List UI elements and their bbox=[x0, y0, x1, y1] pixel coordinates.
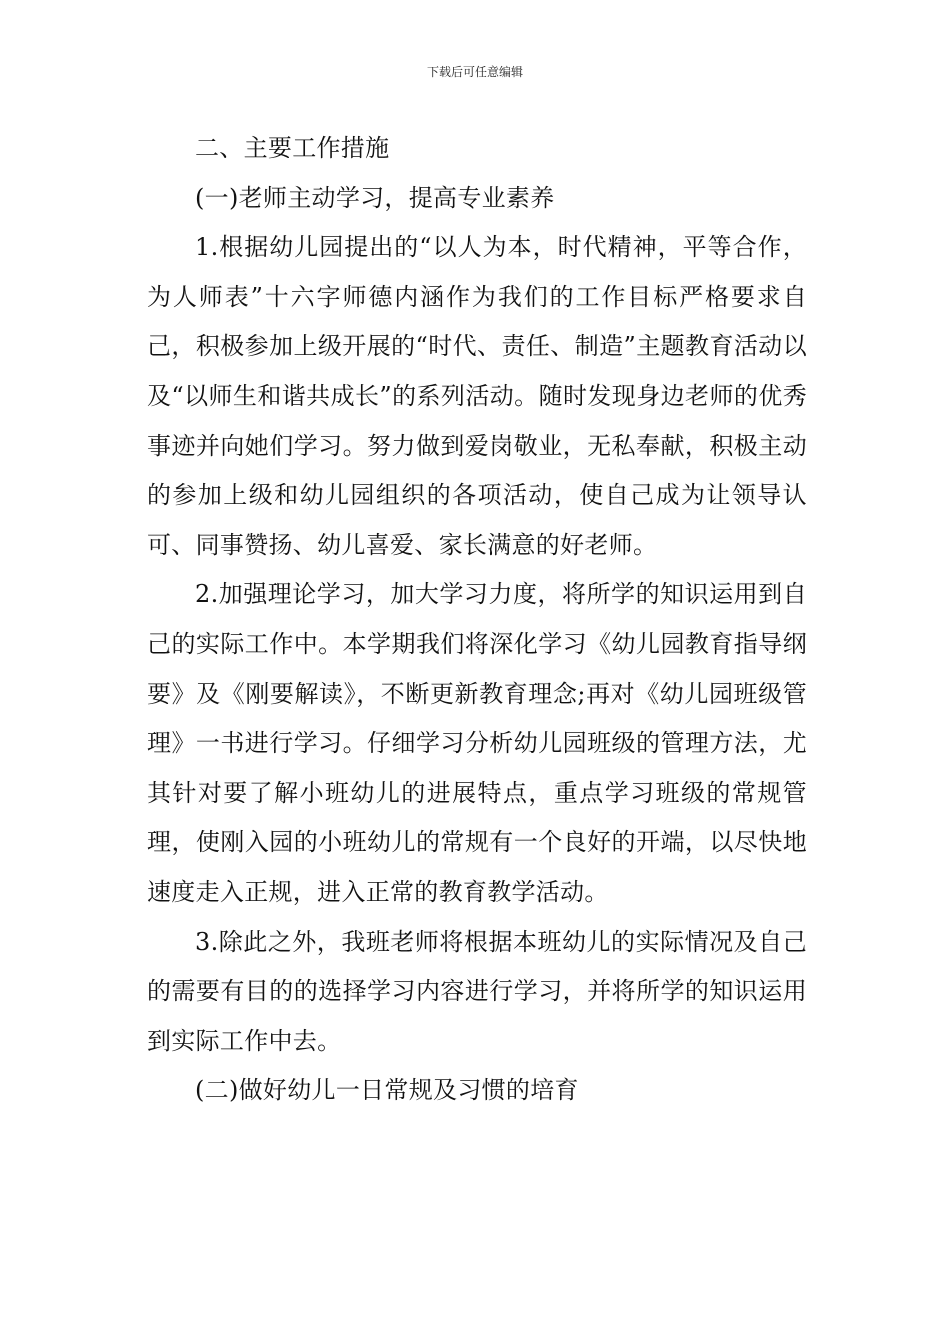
paragraph-3: 3.除此之外，我班老师将根据本班幼儿的实际情况及自己的需要有目的的选择学习内容进行学习，并将所学的知识运用到实际工作中去。 bbox=[147, 927, 807, 1055]
subsection-heading-2: (二)做好幼儿一日常规及习惯的培育 bbox=[195, 1076, 579, 1105]
section-heading: 二、主要工作措施 bbox=[195, 134, 390, 162]
paragraph-1: 1.根据幼儿园提出的“以人为本，时代精神，平等合作，为人师表”十六字师德内涵作为我们的工作目标严格要求自己，积极参加上级开展的“时代、责任、制造”主题教育活动以及“以师生和谐共成长”的系列活动。随时发现身边老师的优秀事迹并向她们学习。努力做到爱岗敬业，无私奉献，积极主动的参加上级和幼儿园组织的各项活动，使自己成为让领导认可、同事赞扬、幼儿喜爱、家长满意的好老师。 bbox=[147, 233, 807, 559]
document-body bbox=[147, 124, 807, 1116]
subsection-heading-1: (一)老师主动学习，提高专业素养 bbox=[195, 183, 555, 212]
paragraph-2: 2.加强理论学习，加大学习力度，将所学的知识运用到自己的实际工作中。本学期我们将深化学习《幼儿园教育指导纲要》及《刚要解读》，不断更新教育理念;再对《幼儿园班级管理》一书进行学习。仔细学习分析幼儿园班级的管理方法，尤其针对要了解小班幼儿的进展特点，重点学习班级的常规管理，使刚入园的小班幼儿的常规有一个良好的开端，以尽快地速度走入正规，进入正常的教育教学活动。 bbox=[147, 580, 807, 906]
page-header-note: 下载后可任意编辑 bbox=[426, 65, 523, 79]
